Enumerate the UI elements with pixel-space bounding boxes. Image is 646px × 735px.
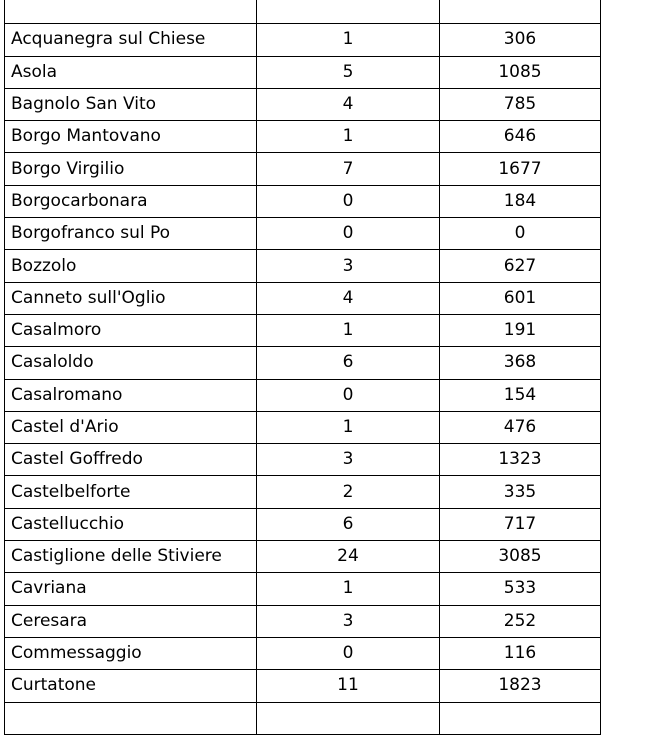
table-row — [5, 314, 601, 346]
table-row — [5, 347, 601, 379]
count-cell: 1 — [257, 314, 440, 346]
count-cell: 2 — [257, 476, 440, 508]
table-row — [5, 637, 601, 669]
total-cell: 533 — [440, 573, 601, 605]
comune-name-cell: Borgo Virgilio — [5, 153, 257, 185]
count-cell: 4 — [257, 282, 440, 314]
comune-name-cell: Casaloldo — [5, 347, 257, 379]
table-row — [5, 605, 601, 637]
comune-name-cell: Castel Goffredo — [5, 444, 257, 476]
total-cell: 1085 — [440, 56, 601, 88]
count-cell — [257, 702, 440, 734]
comune-name-cell: Casalromano — [5, 379, 257, 411]
total-cell: 785 — [440, 88, 601, 120]
total-cell: 252 — [440, 605, 601, 637]
total-cell: 306 — [440, 24, 601, 56]
table-row — [5, 282, 601, 314]
total-cell: 154 — [440, 379, 601, 411]
comune-name-cell: Bozzolo — [5, 250, 257, 282]
count-cell: 3 — [257, 250, 440, 282]
comune-name-cell: Canneto sull'Oglio — [5, 282, 257, 314]
total-cell: 627 — [440, 250, 601, 282]
comune-name-cell: Cavriana — [5, 573, 257, 605]
total-cell: 1677 — [440, 153, 601, 185]
table-row — [5, 444, 601, 476]
table-row — [5, 0, 601, 24]
comune-name-cell: Borgofranco sul Po — [5, 218, 257, 250]
count-cell: 1 — [257, 121, 440, 153]
table-row — [5, 56, 601, 88]
table-row — [5, 185, 601, 217]
comune-name-cell: Ceresara — [5, 605, 257, 637]
total-cell: 184 — [440, 185, 601, 217]
table-row — [5, 476, 601, 508]
comune-name-cell: Castel d'Ario — [5, 411, 257, 443]
table-body — [5, 0, 601, 734]
count-cell: 4 — [257, 88, 440, 120]
total-cell: 1823 — [440, 670, 601, 702]
comune-name-cell: Borgocarbonara — [5, 185, 257, 217]
comune-name-cell: Casalmoro — [5, 314, 257, 346]
total-cell: 476 — [440, 411, 601, 443]
table-row — [5, 573, 601, 605]
comune-name-cell — [5, 702, 257, 734]
count-cell: 0 — [257, 185, 440, 217]
comune-name-cell: Castiglione delle Stiviere — [5, 541, 257, 573]
table-row — [5, 508, 601, 540]
count-cell: 1 — [257, 24, 440, 56]
table-row — [5, 24, 601, 56]
total-cell: 601 — [440, 282, 601, 314]
table-row — [5, 702, 601, 734]
table-row — [5, 670, 601, 702]
table-row — [5, 218, 601, 250]
comune-name-cell: Curtatone — [5, 670, 257, 702]
total-cell — [440, 0, 601, 24]
total-cell: 368 — [440, 347, 601, 379]
count-cell: 0 — [257, 218, 440, 250]
total-cell: 335 — [440, 476, 601, 508]
count-cell: 3 — [257, 444, 440, 476]
total-cell: 191 — [440, 314, 601, 346]
count-cell — [257, 0, 440, 24]
count-cell: 7 — [257, 153, 440, 185]
comune-name-cell: Castellucchio — [5, 508, 257, 540]
table-row — [5, 250, 601, 282]
table-row — [5, 541, 601, 573]
count-cell: 6 — [257, 347, 440, 379]
count-cell: 24 — [257, 541, 440, 573]
spreadsheet-table-container — [4, 0, 600, 735]
count-cell: 6 — [257, 508, 440, 540]
table-row — [5, 411, 601, 443]
comune-name-cell: Borgo Mantovano — [5, 121, 257, 153]
comune-name-cell: Asola — [5, 56, 257, 88]
table-row — [5, 153, 601, 185]
count-cell: 3 — [257, 605, 440, 637]
total-cell: 1323 — [440, 444, 601, 476]
count-cell: 5 — [257, 56, 440, 88]
comune-name-cell: Castelbelforte — [5, 476, 257, 508]
table-row — [5, 88, 601, 120]
total-cell: 717 — [440, 508, 601, 540]
comune-name-cell: Bagnolo San Vito — [5, 88, 257, 120]
comuni-table — [4, 0, 601, 735]
comune-name-cell — [5, 0, 257, 24]
total-cell: 646 — [440, 121, 601, 153]
count-cell: 11 — [257, 670, 440, 702]
comune-name-cell: Acquanegra sul Chiese — [5, 24, 257, 56]
count-cell: 0 — [257, 637, 440, 669]
total-cell: 3085 — [440, 541, 601, 573]
table-row — [5, 121, 601, 153]
table-row — [5, 379, 601, 411]
count-cell: 1 — [257, 411, 440, 443]
total-cell — [440, 702, 601, 734]
count-cell: 1 — [257, 573, 440, 605]
count-cell: 0 — [257, 379, 440, 411]
total-cell: 116 — [440, 637, 601, 669]
comune-name-cell: Commessaggio — [5, 637, 257, 669]
total-cell: 0 — [440, 218, 601, 250]
